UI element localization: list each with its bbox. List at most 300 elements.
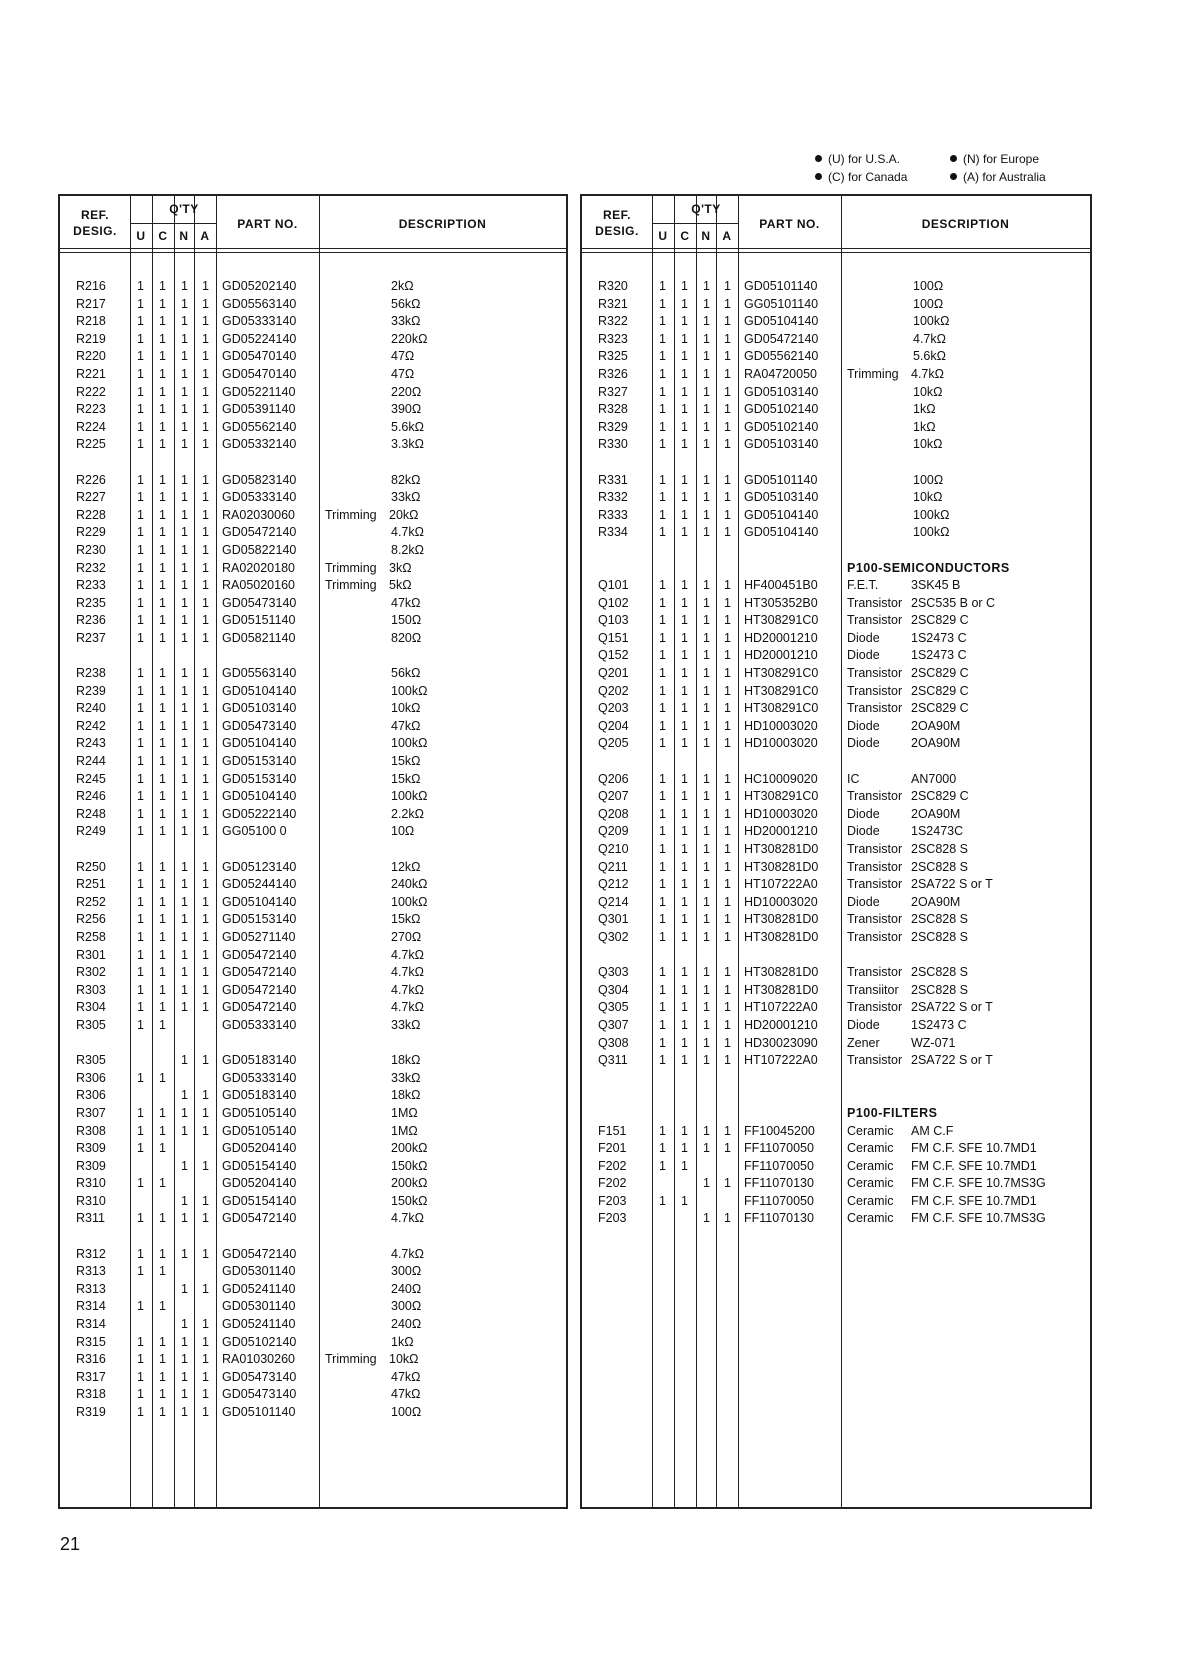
qty-n: 1 [181, 613, 188, 628]
qty-u: 1 [137, 1070, 144, 1085]
qty-c: 1 [681, 437, 688, 452]
qty-c: 1 [159, 472, 166, 487]
description-value: WZ-071 [911, 1035, 956, 1050]
description-value: 2SC829 C [911, 701, 969, 716]
description-type: F.E.T. [847, 578, 879, 593]
qty-a: 1 [724, 331, 731, 346]
ref-designator: R331 [598, 472, 628, 487]
ref-designator: R248 [76, 806, 106, 821]
qty-n: 1 [181, 560, 188, 575]
qty-u: 1 [659, 789, 666, 804]
part-number: HT308281D0 [744, 929, 819, 944]
description-value: 2SC829 C [911, 613, 969, 628]
qty-c: 1 [681, 771, 688, 786]
qty-a: 1 [202, 1405, 209, 1419]
qty-n: 1 [703, 929, 710, 944]
ref-designator: R305 [76, 1053, 106, 1068]
qty-a: 1 [202, 877, 209, 892]
qty-a: 1 [202, 314, 209, 329]
description-type: Trimming [325, 1352, 377, 1367]
description-value: 2SC828 S [911, 929, 968, 944]
qty-u: 1 [659, 630, 666, 645]
table-row [60, 788, 566, 806]
ref-designator: R216 [76, 279, 106, 293]
ref-designator: Q307 [598, 1017, 629, 1032]
ref-designator: R308 [76, 1123, 106, 1138]
header-desig: DESIG. [73, 224, 117, 238]
table-row [582, 419, 1090, 437]
qty-u: 1 [137, 1211, 144, 1226]
qty-c: 1 [681, 314, 688, 329]
part-number: HD10003020 [744, 894, 818, 909]
qty-u: 1 [137, 1000, 144, 1015]
description-value: 240kΩ [391, 877, 428, 892]
ref-designator: Q152 [598, 648, 629, 663]
ref-designator: R313 [76, 1281, 106, 1296]
qty-u: 1 [659, 366, 666, 381]
description-value: 100kΩ [913, 314, 950, 329]
qty-u: 1 [137, 1123, 144, 1138]
description-value: 47Ω [391, 366, 415, 381]
table-row [582, 964, 1090, 982]
qty-c: 1 [159, 683, 166, 698]
table-row [60, 700, 566, 718]
description-value: 4.7kΩ [391, 947, 424, 962]
qty-u: 1 [137, 366, 144, 381]
description-value: 15kΩ [391, 771, 421, 786]
description-type: Transistor [847, 666, 903, 681]
ref-designator: R221 [76, 366, 106, 381]
table-row [60, 929, 566, 947]
qty-a: 1 [724, 1035, 731, 1050]
legend-usa [815, 150, 900, 168]
description-value: 100kΩ [391, 894, 428, 909]
header-a: A [200, 229, 210, 243]
qty-u: 1 [137, 490, 144, 505]
qty-a: 1 [202, 1352, 209, 1367]
qty-a: 1 [724, 525, 731, 540]
qty-n: 1 [703, 965, 710, 980]
qty-a: 1 [724, 1000, 731, 1015]
qty-a: 1 [202, 1000, 209, 1015]
qty-c: 1 [681, 1158, 688, 1173]
ref-designator: R226 [76, 472, 106, 487]
description-value: 8.2kΩ [391, 542, 424, 557]
qty-c: 1 [159, 1387, 166, 1402]
qty-c: 1 [159, 666, 166, 681]
qty-c: 1 [681, 842, 688, 856]
qty-a: 1 [724, 366, 731, 381]
description-value: 1S2473 C [911, 1017, 967, 1032]
qty-a: 1 [202, 279, 209, 293]
description-value: 100kΩ [391, 736, 428, 751]
qty-u: 1 [137, 296, 144, 311]
ref-designator: R314 [76, 1317, 106, 1332]
ref-designator: R246 [76, 789, 106, 804]
table-row [60, 384, 566, 402]
description-type: Transistor [847, 965, 903, 980]
qty-c: 1 [681, 982, 688, 997]
qty-u: 1 [137, 912, 144, 927]
qty-c: 1 [681, 490, 688, 505]
spacer-row [582, 1087, 1090, 1105]
part-number: GD05104140 [744, 314, 819, 329]
qty-a: 1 [202, 1158, 209, 1173]
description-value: FM C.F. SFE 10.7MS3G [911, 1211, 1046, 1226]
table-row [582, 577, 1090, 595]
qty-c: 1 [159, 965, 166, 980]
qty-u: 1 [659, 490, 666, 505]
qty-c: 1 [681, 666, 688, 681]
table-row [60, 683, 566, 701]
table-row [60, 964, 566, 982]
header-divider [60, 252, 566, 253]
header-qty: Q'TY [169, 202, 199, 216]
qty-a: 1 [724, 349, 731, 364]
qty-c: 1 [159, 982, 166, 997]
qty-n: 1 [181, 542, 188, 557]
qty-n: 1 [703, 982, 710, 997]
ref-designator: Q206 [598, 771, 629, 786]
part-number: GD05103140 [744, 490, 819, 505]
description-value: 3.3kΩ [391, 437, 424, 452]
qty-a: 1 [724, 578, 731, 593]
qty-u: 1 [659, 701, 666, 716]
qty-n: 1 [703, 525, 710, 540]
qty-u: 1 [137, 542, 144, 557]
qty-u: 1 [659, 525, 666, 540]
ref-designator: Q304 [598, 982, 629, 997]
table-row [60, 718, 566, 736]
qty-c: 1 [159, 771, 166, 786]
ref-designator: R316 [76, 1352, 106, 1367]
qty-u: 1 [659, 982, 666, 997]
ref-designator: R239 [76, 683, 106, 698]
qty-n: 1 [703, 648, 710, 663]
part-number: GD05562140 [744, 349, 819, 364]
rows-container [60, 278, 566, 1422]
header-description: DESCRIPTION [921, 217, 1010, 231]
qty-a: 1 [202, 1105, 209, 1120]
qty-a: 1 [202, 402, 209, 417]
qty-n: 1 [181, 402, 188, 417]
table-row [582, 366, 1090, 384]
ref-designator: R322 [598, 314, 628, 329]
description-value: 2kΩ [391, 279, 414, 293]
part-number: FF11070050 [744, 1141, 814, 1156]
part-number: GD05241140 [222, 1317, 296, 1332]
description-value: 4.7kΩ [913, 331, 946, 346]
ref-designator: R333 [598, 507, 628, 522]
description-value: 33kΩ [391, 1017, 421, 1032]
part-number: GD05244140 [222, 877, 297, 892]
qty-c: 1 [159, 296, 166, 311]
qty-a: 1 [202, 1334, 209, 1349]
table-row [582, 665, 1090, 683]
qty-u: 1 [659, 595, 666, 610]
table-row [582, 1175, 1090, 1193]
part-number: GD05562140 [222, 419, 297, 434]
description-value: FM C.F. SFE 10.7MD1 [911, 1141, 1037, 1156]
qty-u: 1 [659, 859, 666, 874]
table-row [60, 1017, 566, 1035]
description-value: 100kΩ [391, 683, 428, 698]
qty-c: 1 [159, 701, 166, 716]
description-value: 2SA722 S or T [911, 1000, 993, 1015]
qty-u: 1 [137, 1369, 144, 1384]
qty-a: 1 [202, 982, 209, 997]
qty-a: 1 [724, 894, 731, 909]
qty-n: 1 [703, 490, 710, 505]
qty-n: 1 [703, 578, 710, 593]
qty-a: 1 [724, 982, 731, 997]
description-value: 20kΩ [389, 507, 419, 522]
qty-u: 1 [659, 314, 666, 329]
part-number: HT107222A0 [744, 877, 818, 892]
part-number: HT308291C0 [744, 683, 819, 698]
qty-u: 1 [137, 402, 144, 417]
section-heading: P100-SEMICONDUCTORS [847, 560, 1010, 575]
qty-n: 1 [181, 1158, 188, 1173]
ref-designator: R302 [76, 965, 106, 980]
qty-a: 1 [202, 349, 209, 364]
qty-n: 1 [181, 718, 188, 733]
description-type: Trimming [847, 366, 899, 381]
qty-a: 1 [724, 965, 731, 980]
qty-n: 1 [181, 736, 188, 751]
rows-container [582, 278, 1090, 1228]
ref-designator: R321 [598, 296, 628, 311]
table-row [60, 1158, 566, 1176]
qty-n: 1 [181, 929, 188, 944]
qty-u: 1 [659, 1053, 666, 1068]
header-ref: REF. [602, 208, 631, 222]
ref-designator: Q302 [598, 929, 629, 944]
part-number: GD05470140 [222, 366, 297, 381]
qty-c: 1 [681, 1193, 688, 1208]
ref-designator: R327 [598, 384, 628, 399]
part-number: FF11070130 [744, 1176, 814, 1191]
ref-designator: R227 [76, 490, 106, 505]
qty-c: 1 [159, 279, 166, 293]
part-number: HD20001210 [744, 630, 818, 645]
description-value: 1kΩ [391, 1334, 414, 1349]
qty-a: 1 [202, 1211, 209, 1226]
header-divider [582, 252, 1090, 253]
qty-a: 1 [202, 296, 209, 311]
description-value: 220kΩ [391, 331, 428, 346]
part-number: HT308281D0 [744, 912, 819, 927]
qty-n: 1 [181, 1211, 188, 1226]
qty-c: 1 [681, 630, 688, 645]
qty-n: 1 [703, 472, 710, 487]
qty-u: 1 [137, 1299, 144, 1314]
qty-a: 1 [202, 613, 209, 628]
description-value: 300Ω [391, 1264, 422, 1279]
table-row [60, 366, 566, 384]
qty-c: 1 [681, 789, 688, 804]
table-row [60, 472, 566, 490]
qty-u: 1 [137, 1246, 144, 1261]
part-number: GG05100 0 [222, 824, 287, 839]
part-number: GD05472140 [222, 1000, 297, 1015]
table-row [582, 718, 1090, 736]
qty-u: 1 [659, 384, 666, 399]
description-value: 150Ω [391, 613, 422, 628]
qty-c: 1 [159, 1105, 166, 1120]
ref-designator: Q102 [598, 595, 629, 610]
table-row [582, 524, 1090, 542]
qty-u: 1 [137, 279, 144, 293]
qty-u: 1 [137, 1141, 144, 1156]
qty-a: 1 [724, 472, 731, 487]
table-row [582, 489, 1090, 507]
qty-a: 1 [202, 366, 209, 381]
qty-c: 1 [681, 349, 688, 364]
qty-c: 1 [159, 877, 166, 892]
ref-designator: R318 [76, 1387, 106, 1402]
description-type: Transistor [847, 789, 903, 804]
description-type: Diode [847, 736, 880, 751]
qty-u: 1 [659, 1158, 666, 1173]
qty-a: 1 [202, 859, 209, 874]
qty-c: 1 [681, 525, 688, 540]
description-value: 240Ω [391, 1317, 422, 1332]
description-value: 47kΩ [391, 1387, 421, 1402]
table-row [60, 735, 566, 753]
qty-u: 1 [659, 578, 666, 593]
ref-designator: R237 [76, 630, 106, 645]
qty-n: 1 [181, 331, 188, 346]
header-n: N [179, 229, 189, 243]
description-value: 1S2473 C [911, 648, 967, 663]
part-number: GD05153140 [222, 754, 297, 769]
description-value: 82kΩ [391, 472, 421, 487]
qty-c: 1 [681, 718, 688, 733]
header-divider [60, 248, 566, 249]
qty-a: 1 [202, 578, 209, 593]
qty-u: 1 [137, 613, 144, 628]
ref-designator: R256 [76, 912, 106, 927]
description-type: Transistor [847, 859, 903, 874]
part-number: GD05333140 [222, 490, 297, 505]
part-number: RA04720050 [744, 366, 817, 381]
qty-a: 1 [724, 842, 731, 856]
qty-n: 1 [703, 437, 710, 452]
table-row [582, 859, 1090, 877]
part-number: RA02020180 [222, 560, 295, 575]
description-type: Transistor [847, 912, 903, 927]
ref-designator: R242 [76, 718, 106, 733]
qty-n: 1 [703, 402, 710, 417]
description-value: 270Ω [391, 929, 422, 944]
ref-designator: R238 [76, 666, 106, 681]
qty-u: 1 [137, 929, 144, 944]
table-row [60, 1404, 566, 1422]
qty-n: 1 [181, 472, 188, 487]
qty-n: 1 [703, 384, 710, 399]
table-row [60, 1210, 566, 1228]
part-number: GD05105140 [222, 1105, 297, 1120]
description-value: FM C.F. SFE 10.7MS3G [911, 1176, 1046, 1191]
table-row [582, 647, 1090, 665]
part-number: GD05470140 [222, 349, 297, 364]
ref-designator: Q101 [598, 578, 629, 593]
description-type: Trimming [325, 560, 377, 575]
ref-designator: R218 [76, 314, 106, 329]
ref-designator: F202 [598, 1158, 627, 1173]
qty-n: 1 [181, 1334, 188, 1349]
description-value: 10kΩ [913, 384, 943, 399]
description-value: 240Ω [391, 1281, 422, 1296]
qty-a: 1 [202, 701, 209, 716]
ref-designator: R250 [76, 859, 106, 874]
part-number: RA02030060 [222, 507, 295, 522]
table-row [582, 1123, 1090, 1141]
table-row [60, 806, 566, 824]
table-row [60, 876, 566, 894]
qty-n: 1 [703, 789, 710, 804]
qty-n: 1 [703, 859, 710, 874]
qty-a: 1 [724, 1053, 731, 1068]
spacer-row [582, 1070, 1090, 1088]
qty-n: 1 [703, 1176, 710, 1191]
description-type: Transistor [847, 1000, 903, 1015]
description-value: 2SC828 S [911, 965, 968, 980]
part-number: GD05103140 [744, 437, 819, 452]
description-value: 56kΩ [391, 296, 421, 311]
qty-a: 1 [202, 666, 209, 681]
qty-u: 1 [659, 1017, 666, 1032]
ref-designator: R312 [76, 1246, 106, 1261]
description-value: 2SC829 C [911, 666, 969, 681]
ref-designator: R317 [76, 1369, 106, 1384]
ref-designator: R309 [76, 1141, 106, 1156]
qty-n: 1 [181, 965, 188, 980]
qty-a: 1 [202, 507, 209, 522]
qty-n: 1 [181, 1000, 188, 1015]
ref-designator: R325 [598, 349, 628, 364]
description-value: AN7000 [911, 771, 957, 786]
part-number: RA01030260 [222, 1352, 295, 1367]
description-value: 2SC829 C [911, 789, 969, 804]
qty-c: 1 [159, 595, 166, 610]
qty-u: 1 [137, 771, 144, 786]
qty-u: 1 [659, 613, 666, 628]
part-number: HT308281D0 [744, 965, 819, 980]
table-row [582, 806, 1090, 824]
qty-a: 1 [724, 595, 731, 610]
qty-c: 1 [159, 1352, 166, 1367]
description-value: 47kΩ [391, 1369, 421, 1384]
ref-designator: Q207 [598, 789, 629, 804]
qty-u: 1 [659, 1035, 666, 1050]
description-value: 2OA90M [911, 736, 961, 751]
table-row [60, 313, 566, 331]
qty-n: 1 [703, 296, 710, 311]
qty-u: 1 [659, 894, 666, 909]
qty-n: 1 [181, 806, 188, 821]
ref-designator: Q303 [598, 965, 629, 980]
table-row [60, 823, 566, 841]
table-row [582, 436, 1090, 454]
description-type: Ceramic [847, 1193, 894, 1208]
qty-c: 1 [159, 1000, 166, 1015]
part-number: GD05123140 [222, 859, 297, 874]
table-row [60, 507, 566, 525]
qty-u: 1 [659, 402, 666, 417]
table-row [582, 472, 1090, 490]
